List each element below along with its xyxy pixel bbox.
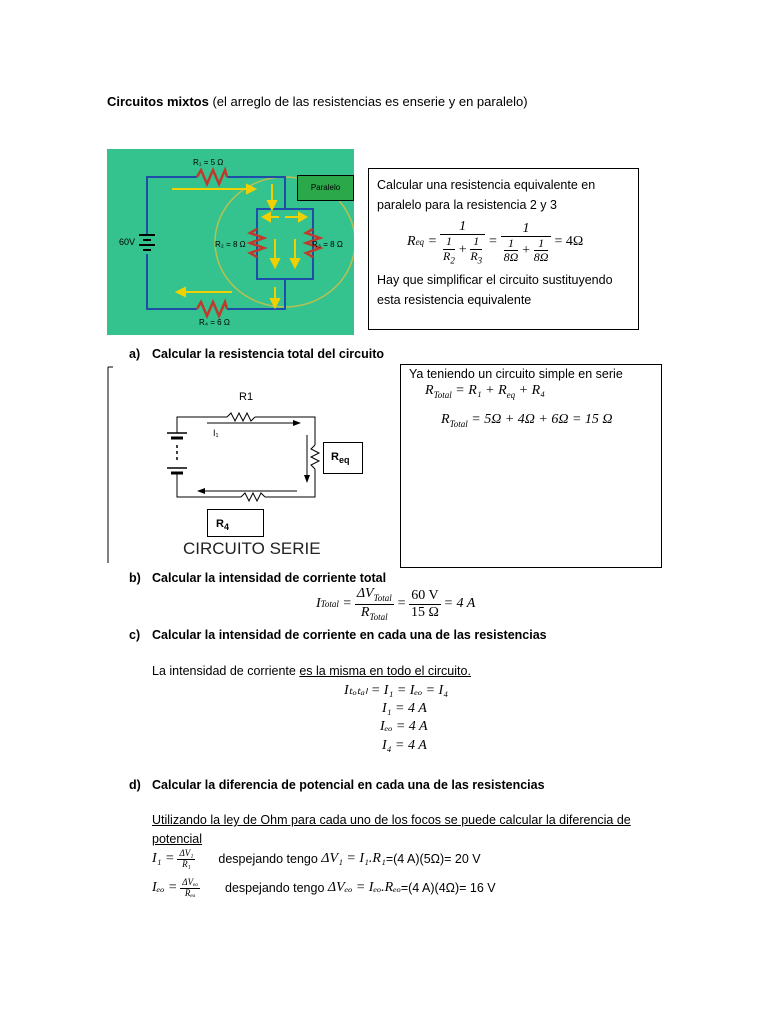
box1-line2: paralelo para la resistencia 2 y 3 — [377, 198, 557, 212]
req-formula: R eq = 1 $\frac{1}{R_2}$ + $\frac{1}{R_3}$ = 1 $\frac{1}{8\Omega}$ + $\frac{1}{8\Omega}$ = 4Ω — [407, 219, 584, 265]
section-c-text: Calcular la intensidad de corriente en cada una de las resistencias — [152, 628, 547, 642]
total-resistance-box — [400, 364, 662, 568]
r2-label: R₂ = 8 Ω — [215, 240, 246, 249]
current-equality: Iₜₒₜₐₗ = I₁ = Iₑₒ = I₄ — [344, 683, 449, 698]
section-d-label: d) — [129, 778, 141, 792]
box1-note1: Hay que simplificar el circuito sustituyendo — [377, 272, 613, 287]
total-current-formula: I Total = $\frac{\Delta V_{Total}}{R_{Total}}$ = $\frac{60 V}{15 \Omega}$ = 4 A — [316, 586, 476, 622]
paralelo-tag: Paralelo — [297, 175, 354, 201]
section-a-text: Calcular la resistencia total del circuito — [152, 347, 385, 361]
r4-label: R₄ = 6 Ω — [199, 318, 230, 327]
section-b-label: b) — [129, 571, 141, 585]
battery-label: 60V — [119, 237, 136, 247]
box1-note2: esta resistencia equivalente — [377, 292, 532, 307]
series-i1-label: I₁ — [213, 428, 219, 438]
series-r1-label: R1 — [239, 391, 254, 403]
r1-label: R₁ = 5 Ω — [193, 158, 224, 167]
current-i1: I₁ = 4 A — [382, 701, 427, 716]
ohm-intro-1: Utilizando la ley de Ohm para cada uno de los focos se puede calcular la diferencia de — [152, 813, 631, 827]
ohm-formula-1: I₁ = $\frac{\text{ΔV₁}}{\text{R₁}}$ despejando tengo ΔV₁ = I₁.R₁ =(4 A)(5Ω)= 20 V — [152, 848, 481, 869]
section-b-text: Calcular la intensidad de corriente total — [152, 571, 387, 585]
r4-label-box: $R_4$ — [207, 509, 264, 537]
title-rest: (el arreglo de las resistencias es enserie y en paralelo) — [208, 94, 528, 109]
section-d-text: Calcular la diferencia de potencial en cada una de las resistencias — [152, 778, 545, 792]
current-ieq: Iₑₒ = 4 A — [380, 719, 428, 734]
total-resistance-formula: $R_{Total} = R_1 + R_{eq} + R_4$ — [425, 383, 545, 400]
total-resistance-value: $R_{Total} = 5\Omega + 4\Omega + 6\Omega = 15$ Ω — [441, 411, 613, 429]
series-circuit-figure — [107, 365, 397, 565]
current-i4: I₄ = 4 A — [382, 738, 427, 753]
title-bold: Circuitos mixtos — [107, 94, 209, 109]
box1-line1: Calcular una resistencia equivalente en — [377, 178, 596, 192]
ohm-intro-2: potencial — [152, 832, 203, 846]
ohm-formula-2: Iₑₒ = $\frac{\text{ΔVₑₒ}}{\text{Rₑₒ}}$ despejando tengo ΔVₑₒ = Iₑₒ.Rₑₒ =(4 A)(4Ω)= 16 V — [152, 877, 496, 898]
series-caption: CIRCUITO SERIE — [183, 539, 321, 558]
current-intro: La intensidad de corriente es la misma en todo el circuito. — [152, 664, 471, 678]
req-label-box: $R_{eq}$ — [323, 442, 363, 474]
mixed-circuit-figure — [107, 149, 354, 335]
r3-label: R₃ = 8 Ω — [312, 240, 343, 249]
page-title — [107, 94, 528, 109]
equivalent-resistance-box — [368, 168, 639, 330]
section-a-label: a) — [129, 347, 141, 361]
box-a-title: Ya teniendo un circuito simple en serie — [409, 367, 623, 381]
section-c-label: c) — [129, 628, 141, 642]
